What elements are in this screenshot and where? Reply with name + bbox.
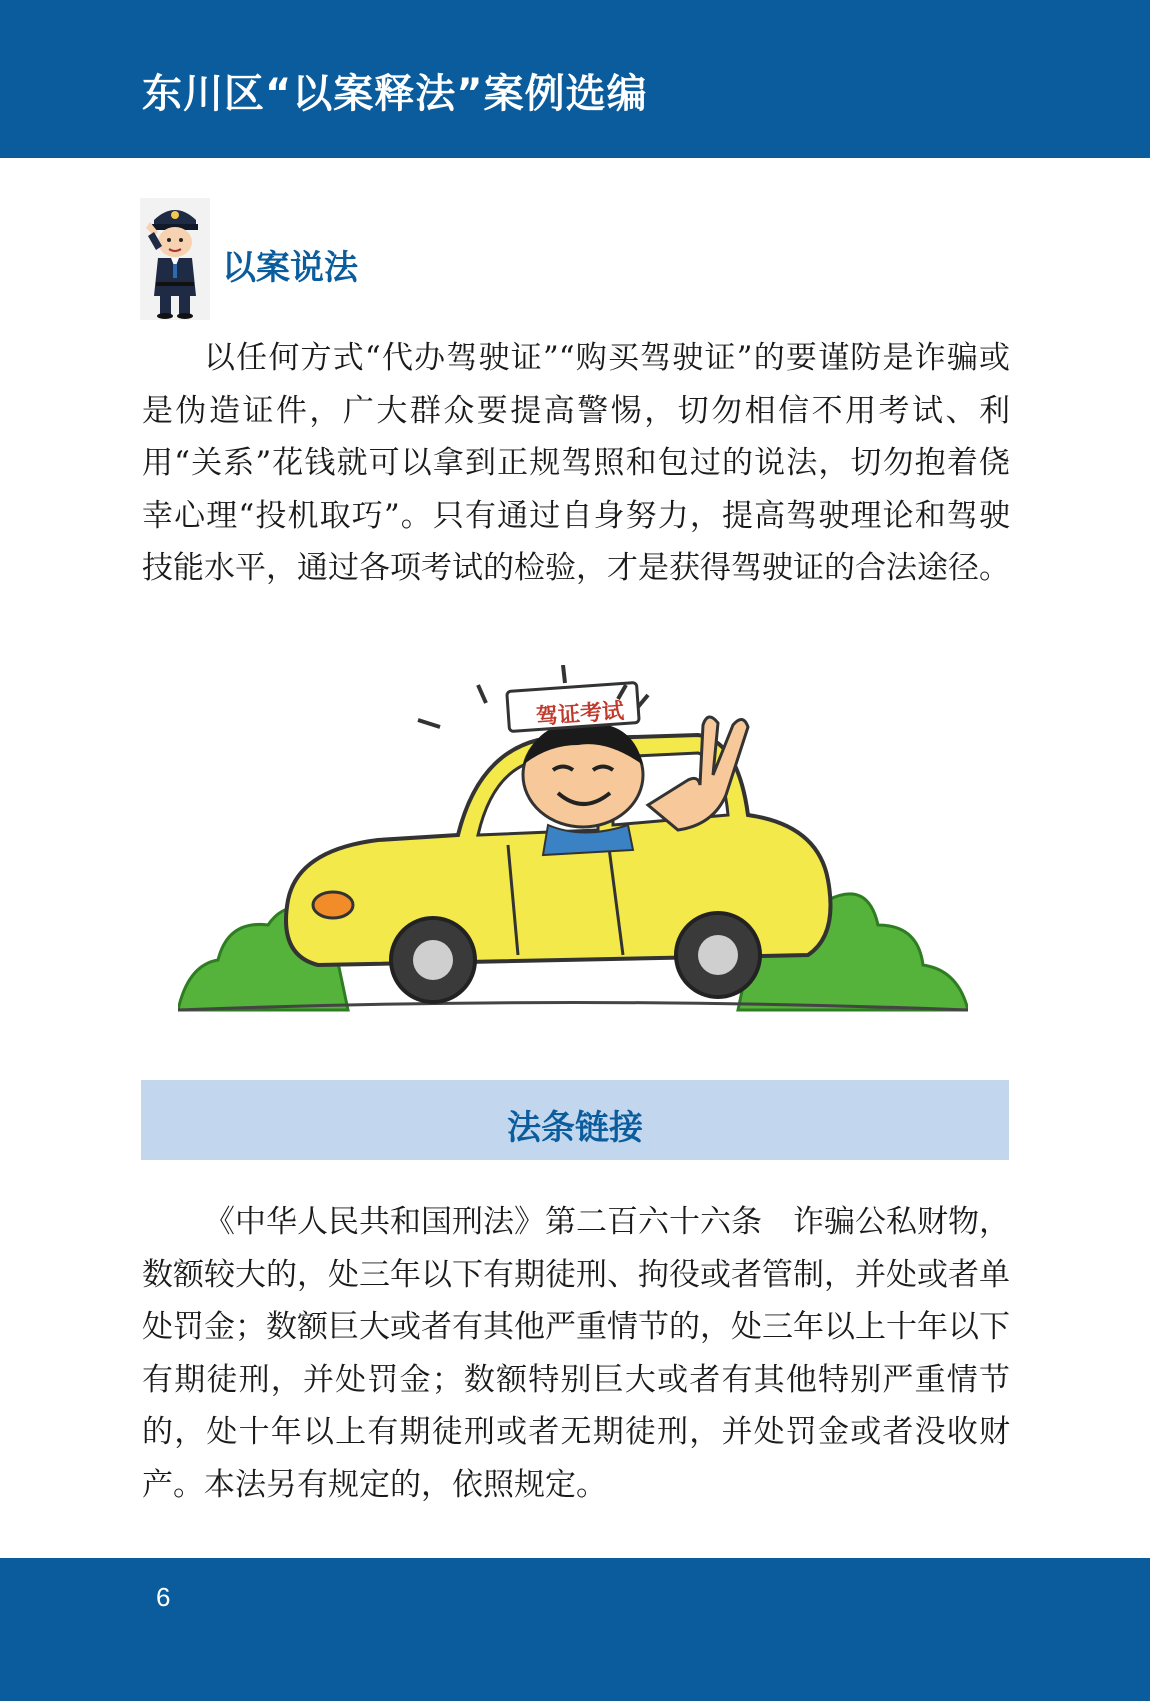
page-number: 6 bbox=[156, 1582, 171, 1612]
case-paragraph: 以任何方式“代办驾驶证”“购买驾驶证”的要谨防是诈骗或是伪造证件，广大群众要提高警惕，切勿相信不用考试、利用“关系”花钱就可以拿到正规驾照和包过的说法，切勿抱着侥幸心理“投机取巧”。只有通过自身努力，提高驾驶理论和驾驶技能水平，通过各项考试的检验，才是获得驾驶证的合法途径。 bbox=[142, 340, 1010, 586]
footer-bar bbox=[0, 1558, 1150, 1701]
section-title: 以案说法 bbox=[222, 248, 358, 288]
police-officer-saluting-icon bbox=[140, 198, 210, 320]
law-paragraph: 《中华人民共和国刑法》第二百六十六条 诈骗公私财物，数额较大的，处三年以下有期徒刑、拘役或者管制，并处或者单处罚金；数额巨大或者有其他严重情节的，处三年以上十年以下有期徒刑，并处罚金；数额特别巨大或者有其他特别严重情节的，处十年以上有期徒刑或者无期徒刑，并处罚金或者没收财产。本法另有规定的，依照规定。 bbox=[142, 1204, 1010, 1503]
law-link-banner bbox=[141, 1080, 1009, 1160]
header-title: 东川区“以案释法”案例选编 bbox=[142, 71, 648, 117]
driving-test-sign-text: 驾证考试 bbox=[535, 698, 625, 731]
header-bar bbox=[0, 0, 1150, 158]
law-link-title: 法条链接 bbox=[507, 1108, 643, 1148]
